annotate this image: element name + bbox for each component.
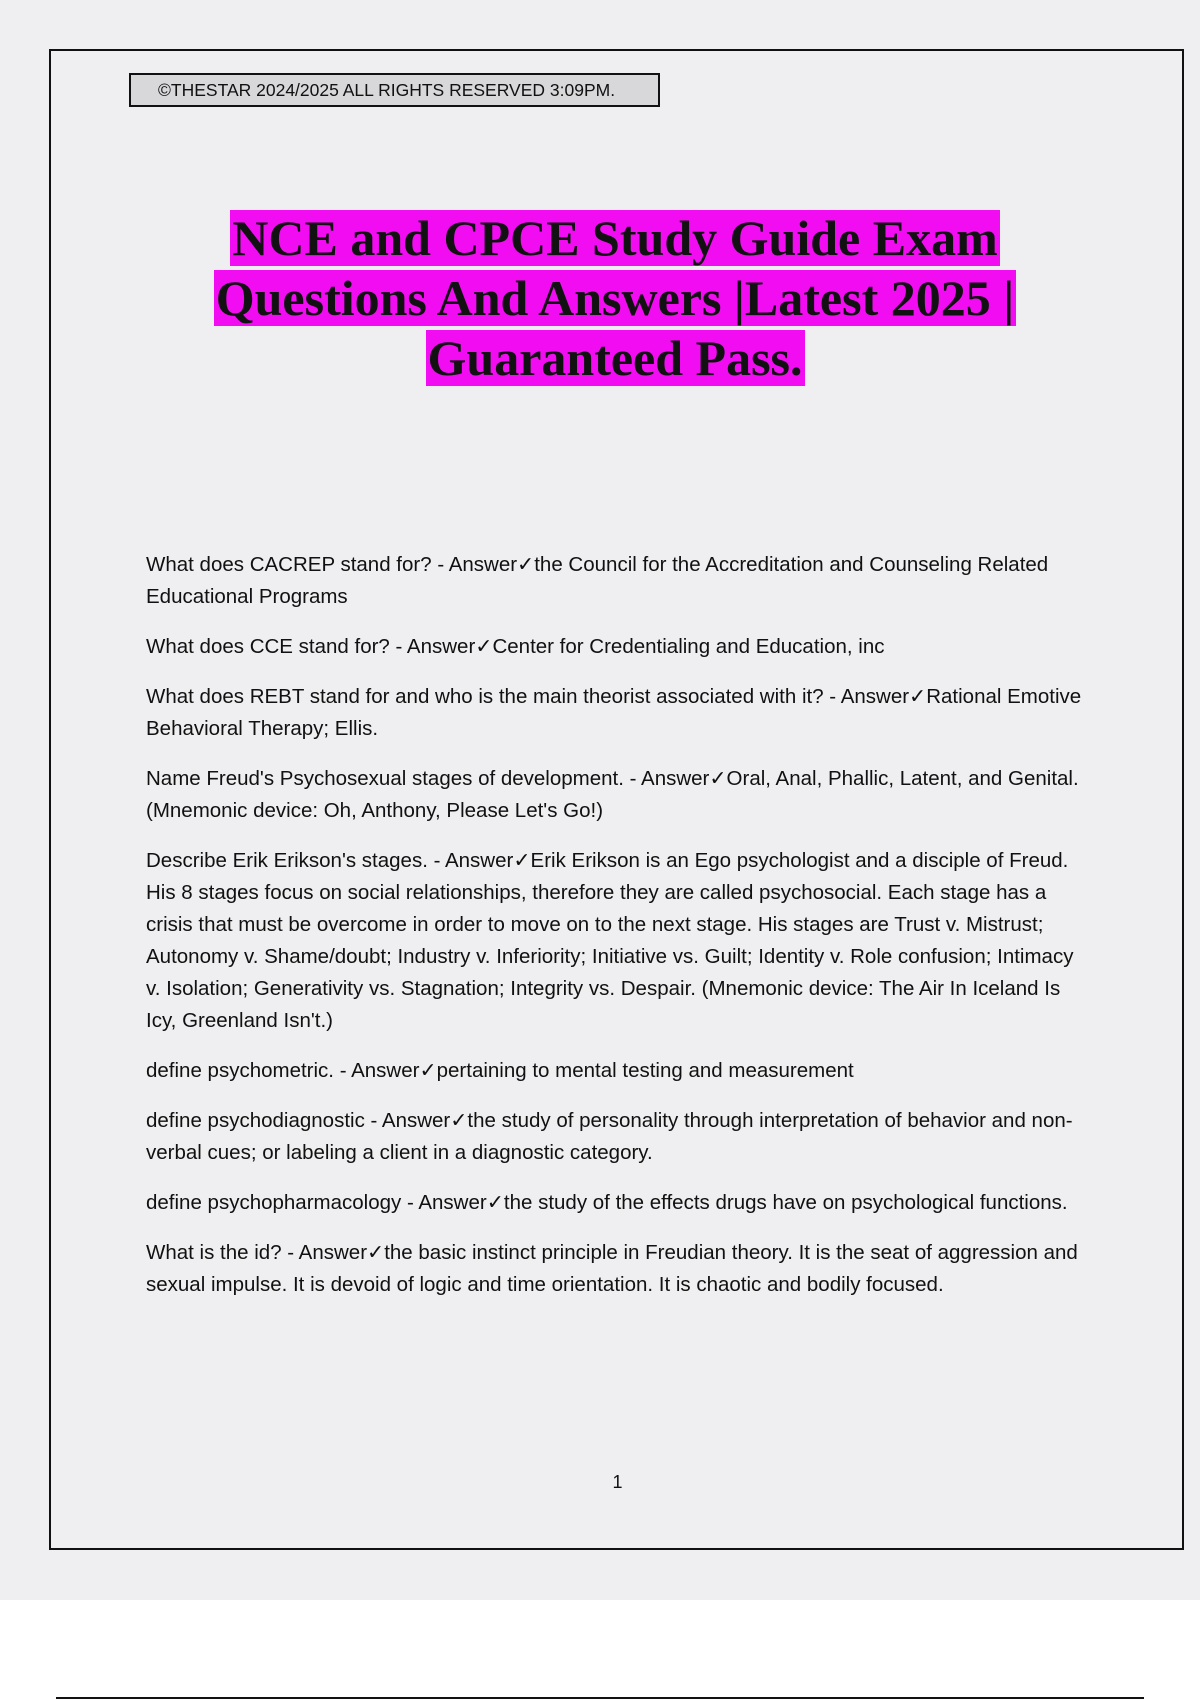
title-line-2: Questions And Answers |Latest 2025 | xyxy=(215,270,1015,326)
qa-item: define psychopharmacology - Answer✓the study of the effects drugs have on psychological functions. xyxy=(146,1191,1068,1214)
qa-item: define psychodiagnostic - Answer✓the study of personality through interpretation of behavior and non-verbal cues; or labeling a client in a diagnostic category. xyxy=(146,1109,1073,1164)
title-line-1: NCE and CPCE Study Guide Exam xyxy=(232,210,998,266)
qa-item: Name Freud's Psychosexual stages of development. - Answer✓Oral, Anal, Phallic, Latent, and Genital. (Mnemonic device: Oh, Anthony, Please Let's Go!) xyxy=(146,767,1079,822)
document-title xyxy=(140,208,1090,388)
qa-item: Describe Erik Erikson's stages. - Answer✓Erik Erikson is an Ego psychologist and a disciple of Freud. His 8 stages focus on social relationships, therefore they are called psychosocial. Each stage has a crisis that must be overcome in order to move on to the next stage. His stages are Trust v. Mistrust; Autonomy v. Shame/doubt; Industry v. Inferiority; Initiative vs. Guilt; Identity v. Role confusion; Intimacy v. Isolation; Generativity vs. Stagnation; Integrity vs. Despair. (Mnemonic device: The Air In Iceland Is Icy, Greenland Isn't.) xyxy=(146,849,1074,1032)
qa-item: What is the id? - Answer✓the basic instinct principle in Freudian theory. It is the seat of aggression and sexual impulse. It is devoid of logic and time orientation. It is chaotic and bodily focused. xyxy=(146,1241,1078,1296)
qa-item: What does CCE stand for? - Answer✓Center for Credentialing and Education, inc xyxy=(146,635,885,658)
copyright-notice: ©THESTAR 2024/2025 ALL RIGHTS RESERVED 3:09PM. xyxy=(129,73,660,107)
title-line-3: Guaranteed Pass. xyxy=(427,330,803,386)
next-page-divider xyxy=(56,1697,1144,1699)
page-number: 1 xyxy=(612,1472,623,1492)
qa-item: define psychometric. - Answer✓pertaining to mental testing and measurement xyxy=(146,1059,854,1082)
qa-item: What does REBT stand for and who is the main theorist associated with it? - Answer✓Rational Emotive Behavioral Therapy; Ellis. xyxy=(146,685,1082,740)
qa-item: What does CACREP stand for? - Answer✓the Council for the Accreditation and Counseling Related Educational Programs xyxy=(146,553,1049,608)
question-answer-list xyxy=(146,549,1091,1319)
